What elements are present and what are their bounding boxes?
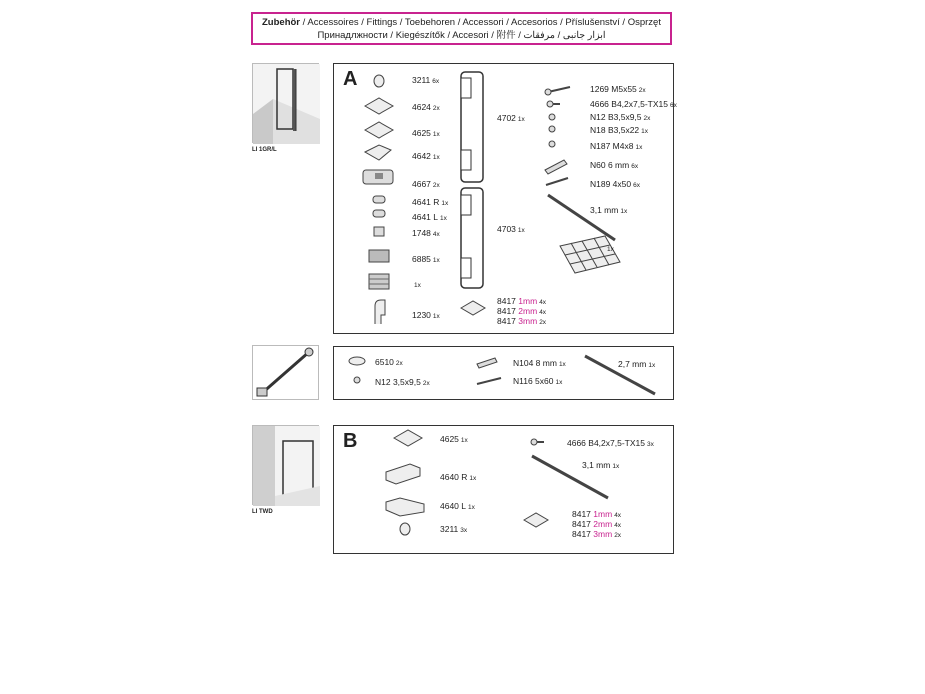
screw-n187-icon — [549, 141, 555, 147]
part-6885-icon — [369, 250, 389, 262]
screw-n12-icon — [549, 114, 555, 120]
item-drill-31: 3,1 mm 1x — [590, 205, 628, 215]
item-4641r: 4641 R 1x — [412, 197, 449, 207]
screw-n189-icon — [546, 178, 568, 185]
part-4640l-icon — [386, 498, 424, 516]
part-1230-icon — [375, 300, 385, 324]
part-4625b-icon — [394, 430, 422, 446]
item-n18: N18 B3,5x22 1x — [590, 125, 649, 135]
item-4667: 4667 2x — [412, 179, 440, 189]
panel-a-handles — [455, 70, 495, 330]
part-4640r-icon — [386, 464, 420, 484]
shim-2mm: 8417 2mm 4x — [497, 306, 547, 316]
panel-b-letter: B — [343, 430, 358, 452]
part-3211-icon — [374, 75, 384, 87]
title-line-1 — [253, 16, 670, 29]
title-box — [251, 12, 672, 45]
part-4642-icon — [365, 145, 391, 160]
item-3211b: 3211 3x — [440, 524, 468, 534]
item-6885: 6885 1x — [412, 254, 440, 264]
part-plate-icon — [369, 274, 389, 289]
shim-3mm: 8417 3mm 2x — [497, 316, 547, 326]
thumbnail-door-2 — [252, 425, 319, 505]
item-4702: 4702 1x — [497, 113, 525, 123]
item-4640r: 4640 R 1x — [440, 472, 477, 482]
panel-b-parts-left — [380, 428, 440, 538]
shim-b-1mm: 8417 1mm 4x — [572, 509, 622, 519]
item-n60: N60 6 mm 6x — [590, 160, 639, 170]
item-4625b: 4625 1x — [440, 434, 468, 444]
thumbnail-door-1 — [252, 63, 319, 143]
item-n189: N189 4x50 6x — [590, 179, 640, 189]
item-plate: 1x — [414, 282, 421, 289]
item-3211: 3211 6x — [412, 75, 440, 85]
item-tiles: 1x — [607, 246, 614, 253]
shim-b-2mm: 8417 2mm 4x — [572, 519, 622, 529]
part-4624-icon — [365, 98, 393, 114]
item-4624: 4624 2x — [412, 102, 440, 112]
tile-grid-icon — [560, 236, 620, 276]
part-4641r-icon — [373, 196, 385, 203]
part-6510-icon — [349, 357, 365, 365]
shim-b-3mm: 8417 3mm 2x — [572, 529, 622, 539]
shim-icon — [461, 301, 485, 315]
title-line-2: Принадлжности / Kiegészítők / Accesori / 附件 / ابزار جانبی / مرفقات — [317, 30, 606, 41]
door-illustration — [253, 64, 320, 144]
item-4703: 4703 1x — [497, 224, 525, 234]
item-drill-31b: 3,1 mm 1x — [582, 460, 620, 470]
item-n116: N116 5x60 1x — [513, 376, 563, 386]
thumb-1-label: LI 1GR/L — [252, 147, 277, 153]
dowel-n104-icon — [477, 358, 497, 368]
item-n12: N12 B3,5x9,5 2x — [590, 112, 651, 122]
item-4625: 4625 1x — [412, 128, 440, 138]
wall-door-illustration — [253, 426, 320, 506]
thumbnail-bar — [252, 345, 319, 400]
item-n187: N187 M4x8 1x — [590, 141, 643, 151]
screw-n12b-icon — [354, 377, 360, 383]
part-4625-icon — [365, 122, 393, 138]
stabilizer-bar-illustration — [253, 346, 320, 401]
shim-1mm: 8417 1mm 4x — [497, 296, 547, 306]
shim-b-icon — [524, 513, 548, 527]
item-4666: 4666 B4,2x7,5-TX15 6x — [590, 99, 677, 109]
part-3211b-icon — [400, 523, 410, 535]
panel-a-letter: A — [343, 68, 358, 90]
item-1748: 1748 4x — [412, 228, 440, 238]
panel-a-parts-left — [355, 70, 415, 330]
item-4666b: 4666 B4,2x7,5-TX15 3x — [567, 438, 654, 448]
item-6510: 6510 2x — [375, 357, 403, 367]
item-4641l: 4641 L 1x — [412, 212, 447, 222]
item-n104: N104 8 mm 1x — [513, 358, 566, 368]
part-1748-icon — [374, 227, 384, 236]
dowel-n60-icon — [545, 160, 567, 174]
screw-n18-icon — [549, 126, 555, 132]
item-1230: 1230 1x — [412, 310, 440, 320]
title-bold: Zubehör — [262, 17, 300, 28]
drill-bit-icon — [548, 195, 615, 240]
title-rest: / Accessoires / Fittings / Toebehoren / Accessori / Accesorios / Příslušenství / Osprzęt — [300, 17, 661, 28]
item-4642: 4642 1x — [412, 151, 440, 161]
thumb-3-label: LI TWD — [252, 509, 273, 515]
item-drill-27: 2,7 mm 1x — [618, 359, 656, 369]
item-n12-mid: N12 3,5x9,5 2x — [375, 377, 430, 387]
part-4641l-icon — [373, 210, 385, 217]
item-4640l: 4640 L 1x — [440, 501, 475, 511]
item-1269: 1269 M5x55 2x — [590, 84, 646, 94]
screw-n116-icon — [477, 378, 501, 384]
